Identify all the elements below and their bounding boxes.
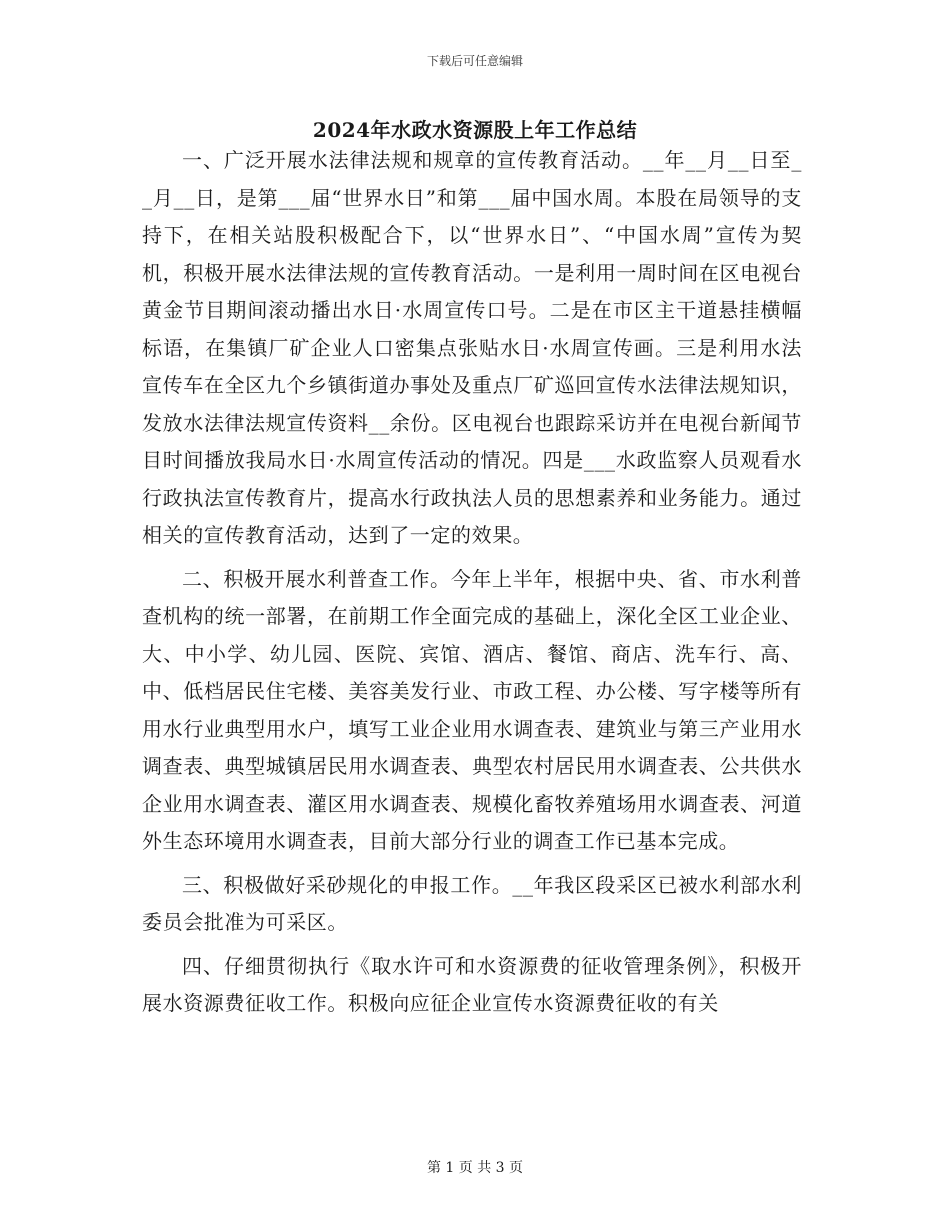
page-number: 第 1 页 共 3 页 <box>426 1160 524 1176</box>
paragraph-1: 一、广泛开展水法律法规和规章的宣传教育活动。__年__月__日至__月__日，是第___届“世界水日”和第___届中国水周。本股在局领导的支持下，在相关站股积极配合下，以“世界水日”、“中国水周”宣传为契机，积极开展水法律法规的宣传教育活动。一是利用一周时间在区电视台黄金节目期间滚动播出水日·水周宣传口号。二是在市区主干道悬挂横幅标语，在集镇厂矿企业人口密集点张贴水日·水周宣传画。三是利用水法宣传车在全区九个乡镇街道办事处及重点厂矿巡回宣传水法律法规知识，发放水法律法规宣传资料__余份。区电视台也跟踪采访并在电视台新闻节目时间播放我局水日·水周宣传活动的情况。四是___水政监察人员观看水行政执法宣传教育片，提高水行政执法人员的思想素养和业务能力。通过相关的宣传教育活动，达到了一定的效果。 <box>142 148 802 547</box>
paragraph-2: 二、积极开展水利普查工作。今年上半年，根据中央、省、市水利普查机构的统一部署，在前期工作全面完成的基础上，深化全区工业企业、大、中小学、幼儿园、医院、宾馆、酒店、餐馆、商店、洗车行、高、中、低档居民住宅楼、美容美发行业、市政工程、办公楼、写字楼等所有用水行业典型用水户，填写工业企业用水调查表、建筑业与第三产业用水调查表、典型城镇居民用水调查表、典型农村居民用水调查表、公共供水企业用水调查表、灌区用水调查表、规模化畜牧养殖场用水调查表、河道外生态环境用水调查表，目前大部分行业的调查工作已基本完成。 <box>142 566 802 853</box>
document-body <box>142 142 802 1029</box>
paragraph-4: 四、仔细贯彻执行《取水许可和水资源费的征收管理条例》，积极开展水资源费征收工作。积极向应征企业宣传水资源费征收的有关 <box>142 953 802 1015</box>
page-header-note: 下载后可任意编辑 <box>426 54 523 68</box>
document-title: 2024年水政水资源股上年工作总结 <box>312 118 638 142</box>
paragraph-3: 三、积极做好采砂规化的申报工作。__年我区段采区已被水利部水利委员会批准为可采区。 <box>142 872 802 934</box>
